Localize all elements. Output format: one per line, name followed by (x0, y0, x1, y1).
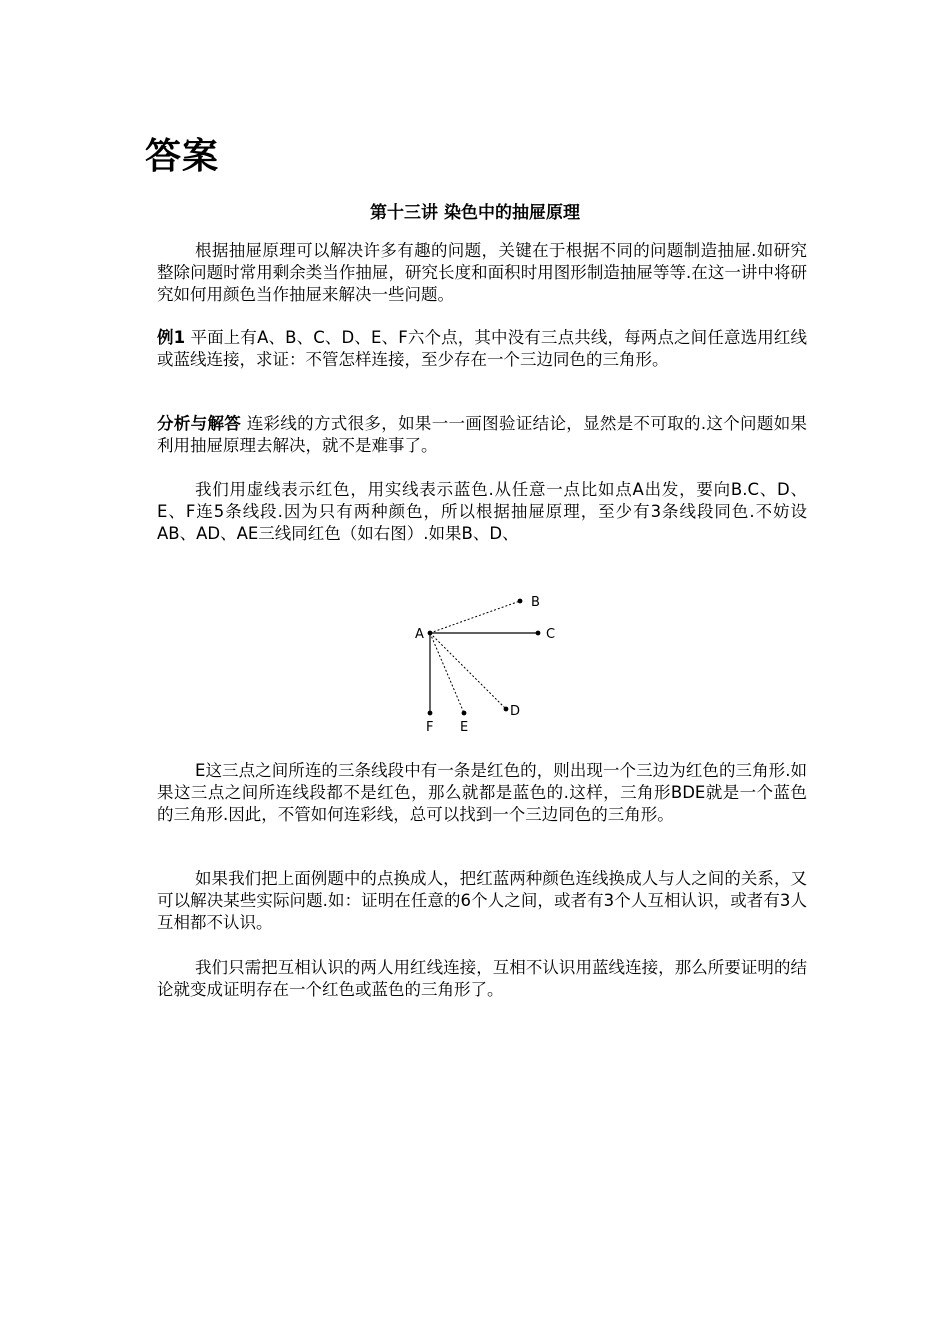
example-text: 平面上有A、B、C、D、E、F六个点，其中没有三点共线，每两点之间任意选用红线或蓝线连接，求证：不管怎样连接，至少存在一个三边同色的三角形。 (157, 328, 808, 369)
point-b-label: B (531, 595, 540, 610)
people-paragraph: 如果我们把上面例题中的点换成人，把红蓝两种颜色连线换成人与人之间的关系，又可以解决某些实际问题.如：证明在任意的6个人之间，或者有3个人互相认识，或者有3人互相都不认识。 (157, 869, 807, 932)
example-paragraph (157, 327, 807, 371)
point-a-label: A (415, 627, 424, 642)
reasoning-paragraph-2: E这三点之间所连的三条线段中有一条是红色的，则出现一个三边为红色的三角形.如果这三点之间所连线段都不是红色，那么就都是蓝色的.这样，三角形BDE就是一个蓝色的三角形.因此，不管如何连彩线，总可以找到一个三边同色的三角形。 (157, 761, 807, 824)
point-c-dot (536, 631, 541, 636)
answer-heading: 答案 (145, 136, 220, 177)
point-d-label: D (510, 704, 521, 719)
point-d-dot (504, 707, 509, 712)
segment-ae (430, 633, 464, 713)
segment-ab (430, 601, 520, 633)
analysis-label: 分析与解答 (157, 414, 242, 433)
point-f-label: F (426, 720, 434, 735)
analysis-paragraph (157, 413, 807, 457)
final-paragraph: 我们只需把互相认识的两人用红线连接，互相不认识用蓝线连接，那么所要证明的结论就变成证明存在一个红色或蓝色的三角形了。 (157, 958, 807, 999)
point-b-dot (518, 599, 523, 604)
analysis-text: 连彩线的方式很多，如果一一画图验证结论，显然是不可取的.这个问题如果利用抽屉原理去解决，就不是难事了。 (157, 414, 808, 455)
segment-ad (430, 633, 506, 709)
lecture-title: 第十三讲 染色中的抽屉原理 (370, 203, 580, 223)
reasoning-paragraph-1: 我们用虚线表示红色，用实线表示蓝色.从任意一点比如点A出发，要向B.C、D、E、F连5条线段.因为只有两种颜色，所以根据抽屉原理，至少有3条线段同色.不妨设AB、AD、AE三线同红色（如右图）.如果B、D、 (157, 480, 807, 543)
intro-paragraph: 根据抽屉原理可以解决许多有趣的问题，关键在于根据不同的问题制造抽屉.如研究整除问题时常用剩余类当作抽屉，研究长度和面积时用图形制造抽屉等等.在这一讲中将研究如何用颜色当作抽屉来解决一些问题。 (157, 241, 807, 304)
point-f-dot (428, 711, 433, 716)
example-label: 例1 (157, 328, 186, 347)
coloring-figure (400, 585, 570, 735)
point-e-dot (462, 711, 467, 716)
point-e-label: E (460, 720, 469, 735)
point-c-label: C (546, 627, 556, 642)
point-a-dot (428, 631, 433, 636)
